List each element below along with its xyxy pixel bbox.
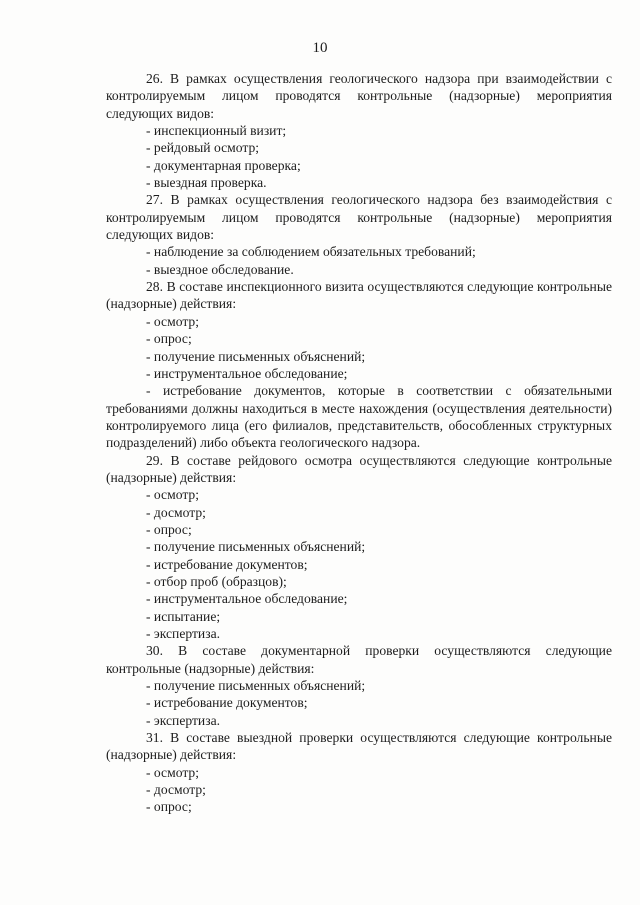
list-item: - истребование документов; (146, 695, 308, 711)
paragraph-28: 28. В составе инспекционного визита осуществляются следующие контрольные (надзорные) действия: (106, 279, 612, 312)
list-item: - экспертиза. (146, 712, 221, 728)
list-item: - выездная проверка. (146, 175, 267, 191)
page-number: 10 (312, 40, 328, 56)
list-item: - отбор проб (образцов); (146, 573, 287, 589)
list-item: - инструментальное обследование; (146, 365, 348, 381)
list-item: - получение письменных объяснений; (146, 539, 366, 555)
list-item: - получение письменных объяснений; (146, 678, 366, 694)
list-item: - досмотр; (146, 504, 206, 520)
list-item: - опрос; (146, 331, 192, 347)
list-item-long: - истребование документов, которые в соответствии с обязательными требованиями должны находиться в месте нахождения (осуществления деятельности) контролируемого лица (его филиалов, представительств, обособленных структурных подразделений) либо объекта геологического надзора. (106, 383, 612, 451)
list-item: - досмотр; (146, 782, 206, 798)
list-item: - опрос; (146, 521, 192, 537)
list-item: - инструментальное обследование; (146, 591, 348, 607)
list-item: - испытание; (146, 608, 221, 624)
paragraph-29: 29. В составе рейдового осмотра осуществляются следующие контрольные (надзорные) действия: (106, 452, 612, 485)
list-item: - получение письменных объяснений; (146, 348, 366, 364)
list-item: - осмотр; (146, 764, 199, 780)
paragraph-26: 26. В рамках осуществления геологического надзора при взаимодействии с контролируемым лицом проводятся контрольные (надзорные) мероприятия следующих видов: (106, 71, 612, 121)
list-item: - осмотр; (146, 313, 199, 329)
paragraph-31: 31. В составе выездной проверки осуществляются следующие контрольные (надзорные) действия: (106, 730, 612, 763)
paragraph-27: 27. В рамках осуществления геологического надзора без взаимодействия с контролируемым лицом проводятся контрольные (надзорные) мероприятия следующих видов: (106, 192, 612, 243)
document-body (106, 70, 612, 816)
list-item: - инспекционный визит; (146, 123, 287, 139)
list-item: - истребование документов; (146, 556, 308, 572)
list-item: - опрос; (146, 799, 192, 815)
list-item: - рейдовый осмотр; (146, 140, 260, 156)
list-item: - наблюдение за соблюдением обязательных требований; (146, 244, 476, 260)
list-item: - экспертиза. (146, 626, 221, 641)
list-item: - осмотр; (146, 487, 199, 503)
list-item: - выездное обследование. (146, 261, 294, 277)
list-item: - документарная проверка; (146, 157, 301, 173)
paragraph-30: 30. В составе документарной проверки осуществляются следующие контрольные (надзорные) действия: (106, 643, 612, 676)
